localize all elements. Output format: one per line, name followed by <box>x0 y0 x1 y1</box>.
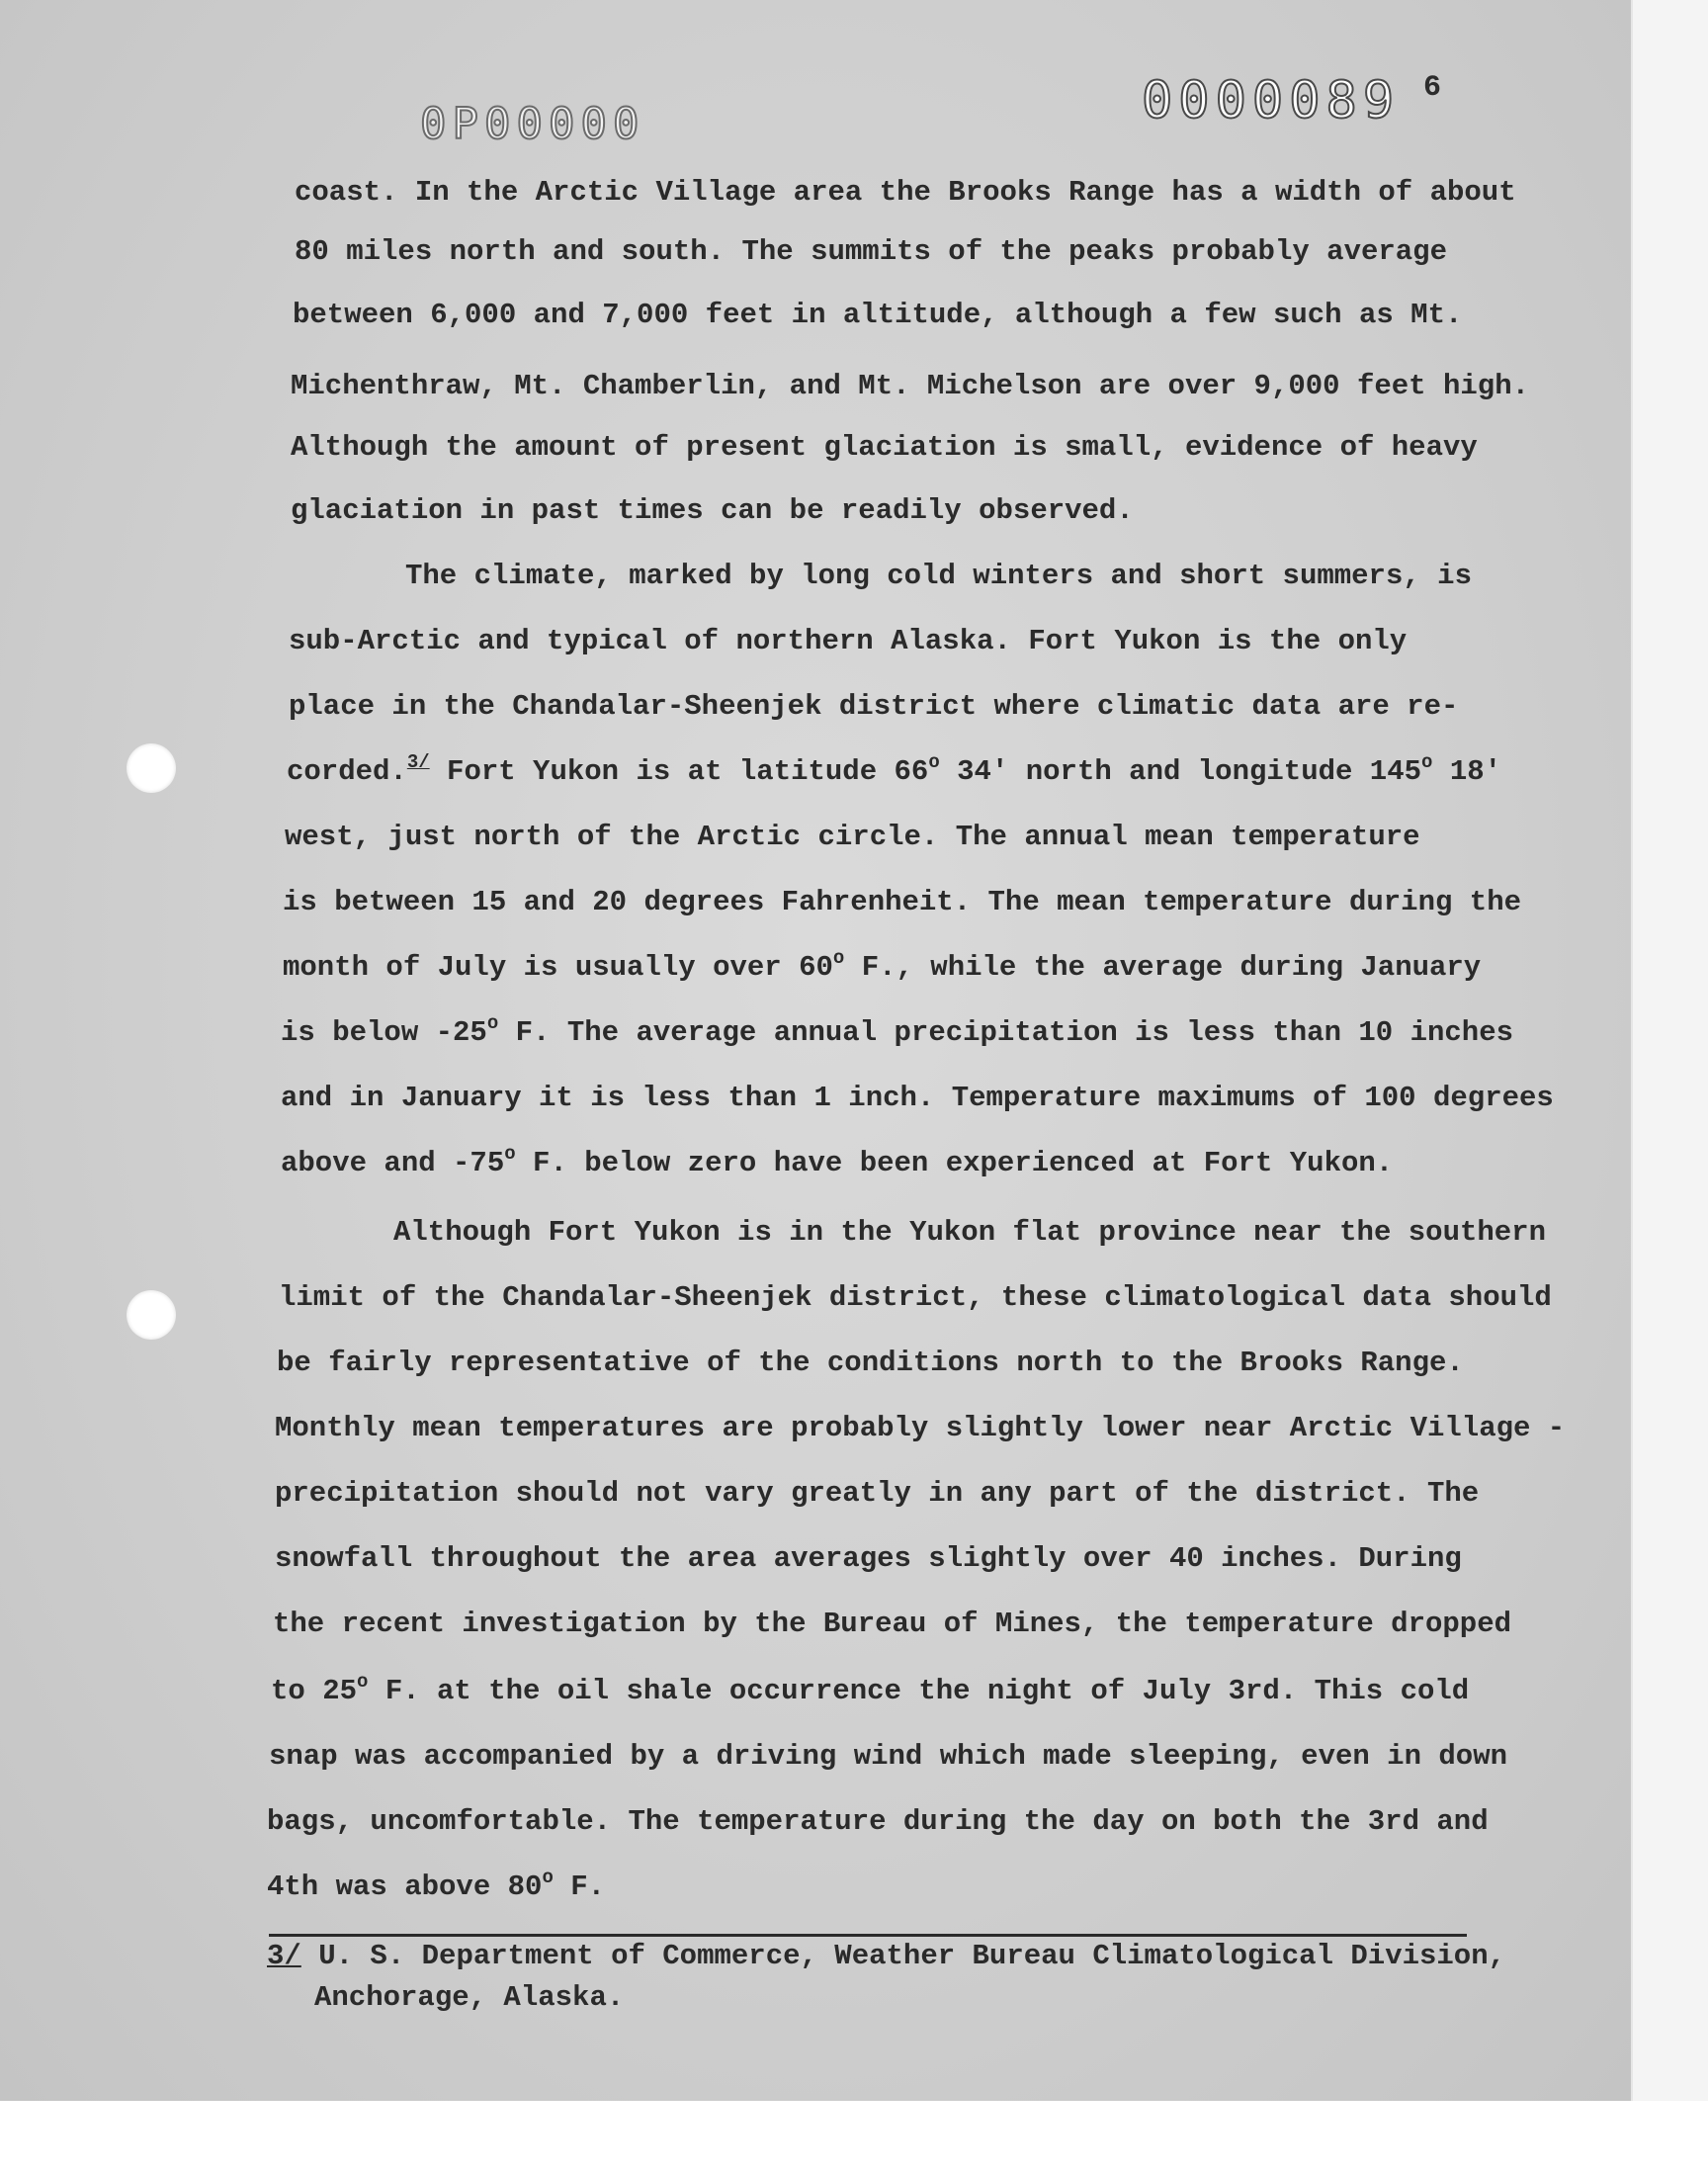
text-line: Michenthraw, Mt. Chamberlin, and Mt. Michelson are over 9,000 feet high. <box>291 370 1530 402</box>
page-number: 6 <box>1423 71 1442 105</box>
text-line: Although the amount of present glaciation is small, evidence of heavy <box>291 431 1478 464</box>
text-line: month of July is usually over 60$^o$ F., while the average during January <box>283 947 1482 984</box>
punch-hole-lower <box>127 1290 176 1340</box>
text-line: limit of the Chandalar-Sheenjek district, these climatological data should <box>279 1281 1552 1314</box>
text-line: and in January it is less than 1 inch. Temperature maximums of 100 degrees <box>281 1082 1554 1114</box>
text-line: 4th was above 80$^o$ F. <box>267 1867 606 1903</box>
text-line: between 6,000 and 7,000 feet in altitude, although a few such as Mt. <box>293 299 1463 331</box>
text-line: Although Fort Yukon is in the Yukon flat province near the southern <box>393 1216 1546 1249</box>
footnote-line: Anchorage, Alaska. <box>314 1981 625 2014</box>
text-line: is between 15 and 20 degrees Fahrenheit. The mean temperature during the <box>283 886 1522 918</box>
text-line: snap was accompanied by a driving wind which made sleeping, even in down <box>269 1740 1508 1773</box>
punch-hole-upper <box>127 743 176 793</box>
footnote-marker: 3/ <box>267 1940 301 1972</box>
text-line: be fairly representative of the conditions north to the Brooks Range. <box>277 1347 1464 1379</box>
text-line: the recent investigation by the Bureau of Mines, the temperature dropped <box>273 1608 1512 1640</box>
text-line: coast. In the Arctic Village area the Brooks Range has a width of about <box>295 176 1516 209</box>
text-line: precipitation should not vary greatly in any part of the district. The <box>275 1477 1480 1510</box>
text-line: Monthly mean temperatures are probably slightly lower near Arctic Village - <box>275 1412 1566 1444</box>
text-line: snowfall throughout the area averages slightly over 40 inches. During <box>275 1542 1462 1575</box>
footnote-reference: 3/ <box>406 751 430 773</box>
document-stamp-left: 0P00000 <box>420 99 645 149</box>
text-line: is below -25$^o$ F. The average annual precipitation is less than 10 inches <box>281 1012 1514 1049</box>
text-line: west, just north of the Arctic circle. The annual mean temperature <box>285 821 1420 853</box>
text-line: glaciation in past times can be readily observed. <box>291 494 1134 527</box>
text-line: corded.$^{3/}$ Fort Yukon is at latitude 66$^o$ 34' north and longitude 145$^o$ 18' <box>287 751 1502 788</box>
document-stamp-right: 0000089 <box>1142 71 1401 130</box>
text-line: above and -75$^o$ F. below zero have been experienced at Fort Yukon. <box>281 1143 1394 1179</box>
text-line: to 25$^o$ F. at the oil shale occurrence the night of July 3rd. This cold <box>271 1671 1470 1707</box>
text-line: bags, uncomfortable. The temperature during the day on both the 3rd and <box>267 1805 1489 1838</box>
text-line: The climate, marked by long cold winters and short summers, is <box>405 560 1472 592</box>
text-line: sub-Arctic and typical of northern Alaska. Fort Yukon is the only <box>289 625 1408 657</box>
scan-margin-bottom <box>0 2101 1708 2175</box>
text-line: 80 miles north and south. The summits of the peaks probably average <box>295 235 1447 268</box>
footnote-divider <box>269 1934 1467 1937</box>
footnote-line: 3/ U. S. Department of Commerce, Weather Bureau Climatological Division, <box>267 1940 1506 1972</box>
scan-margin-right <box>1631 0 1708 2101</box>
text-line: place in the Chandalar-Sheenjek district where climatic data are re- <box>289 690 1459 723</box>
